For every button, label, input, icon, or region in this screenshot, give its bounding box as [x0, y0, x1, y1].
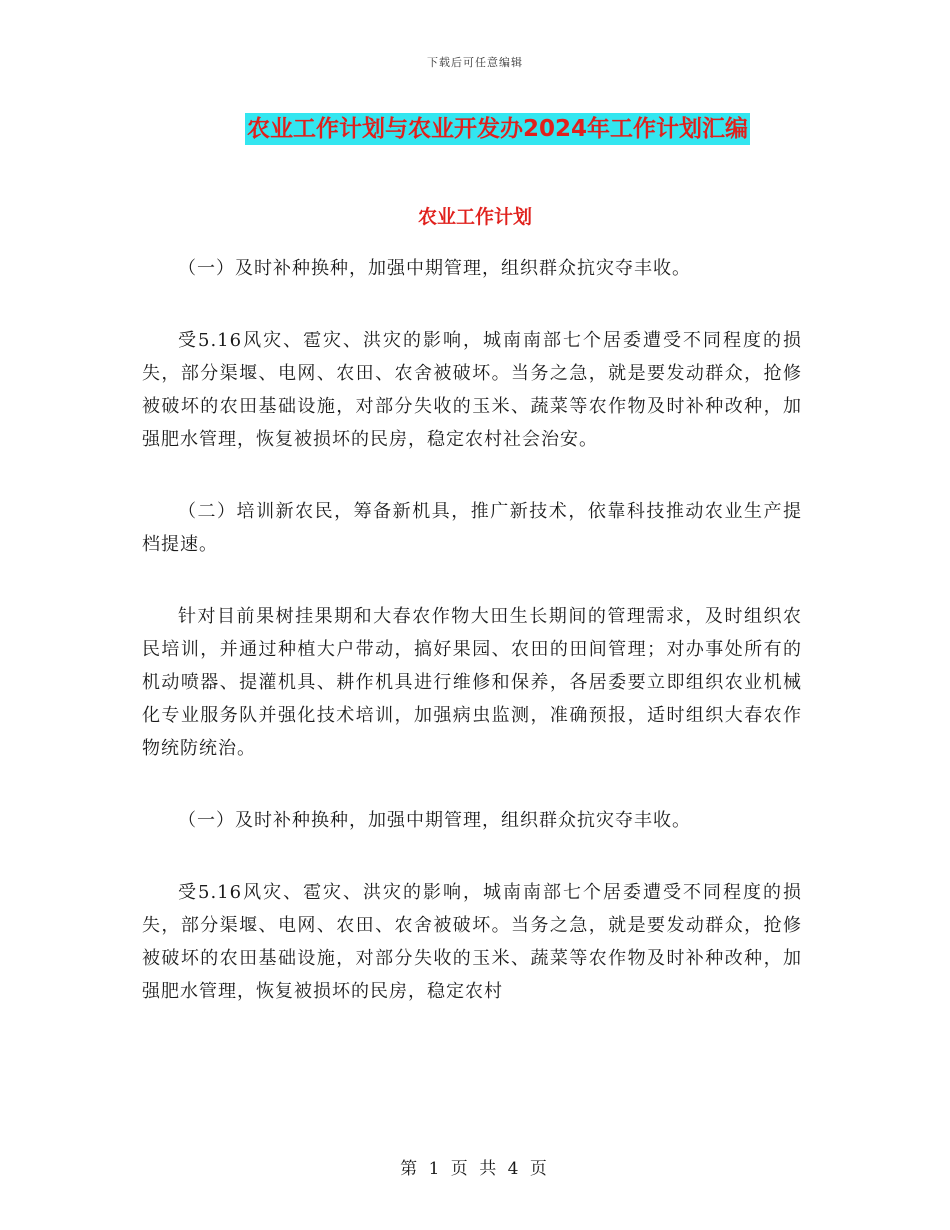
document-title: 农业工作计划与农业开发办2024年工作计划汇编	[245, 113, 750, 145]
header-note: 下载后可任意编辑	[427, 56, 523, 69]
document-body	[142, 252, 802, 1008]
paragraph-3: （二）培训新农民，筹备新机具，推广新技术，依靠科技推动农业生产提档提速。	[142, 501, 802, 555]
document-title-container	[0, 113, 950, 145]
paragraph-4: 针对目前果树挂果期和大春农作物大田生长期间的管理需求，及时组织农民培训，并通过种植大户带动，搞好果园、农田的田间管理；对办事处所有的机动喷器、提灌机具、耕作机具进行维修和保养，各居委要立即组织农业机械化专业服务队并强化技术培训，加强病虫监测，准确预报，适时组织大春农作物统防统治。	[142, 606, 802, 759]
paragraph-1: （一）及时补种换种，加强中期管理，组织群众抗灾夺丰收。	[178, 258, 691, 279]
section-title: 农业工作计划	[417, 206, 532, 228]
paragraph-2: 受5.16风灾、雹灾、洪灾的影响，城南南部七个居委遭受不同程度的损失，部分渠堰、电网、农田、农舍被破坏。当务之急，就是要发动群众，抢修被破坏的农田基础设施，对部分失收的玉米、蔬菜等农作物及时补种改种，加强肥水管理，恢复被损坏的民房，稳定农村社会治安。	[142, 330, 802, 450]
paragraph-6: 受5.16风灾、雹灾、洪灾的影响，城南南部七个居委遭受不同程度的损失，部分渠堰、电网、农田、农舍被破坏。当务之急，就是要发动群众，抢修被破坏的农田基础设施，对部分失收的玉米、蔬菜等农作物及时补种改种，加强肥水管理，恢复被损坏的民房，稳定农村	[142, 882, 802, 1002]
paragraph-5: （一）及时补种换种，加强中期管理，组织群众抗灾夺丰收。	[178, 810, 691, 831]
page-number: 第 1 页 共 4 页	[400, 1159, 550, 1179]
